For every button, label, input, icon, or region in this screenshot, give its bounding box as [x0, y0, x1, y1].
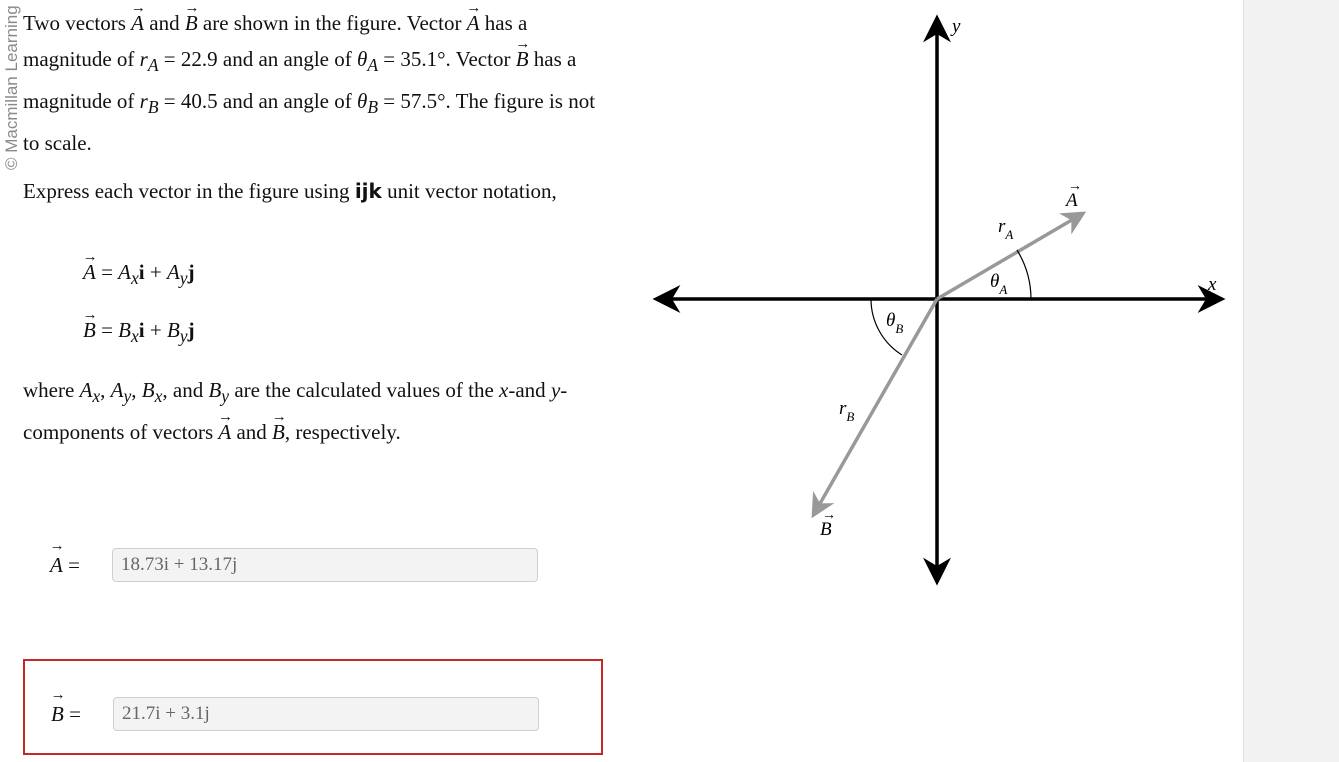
text-segment: are the calculated values of the: [229, 378, 500, 402]
vector-b-symbol: → B: [51, 702, 64, 727]
text-segment: has a magnitude of: [23, 11, 528, 71]
component-symbol: B: [208, 378, 222, 402]
unit-j: j: [187, 318, 195, 342]
unit-j: j: [187, 260, 195, 284]
equals-sign: =: [158, 47, 181, 71]
component-symbol: A: [118, 260, 131, 284]
subscript-y: y: [179, 268, 188, 289]
text-segment: -components of vectors: [23, 378, 568, 445]
equals-sign: =: [63, 701, 81, 726]
y-axis-label: y: [952, 16, 961, 37]
equation-b: [83, 308, 195, 366]
vector-b-arrow: [814, 299, 937, 514]
angle-a-label: $\theta_A$: [990, 271, 1008, 297]
equals-sign: =: [378, 89, 401, 114]
angle-subscript: B: [367, 97, 379, 118]
subscript-x: x: [154, 386, 163, 407]
magnitude-subscript: A: [147, 55, 159, 76]
vector-b-symbol: → B: [185, 5, 198, 41]
text-segment: Two vectors: [23, 11, 132, 35]
component-symbol: A: [110, 378, 124, 402]
vector-a-symbol: → A: [83, 250, 96, 294]
vector-a-symbol: → A: [131, 5, 144, 41]
text-segment: , respectively.: [284, 420, 401, 445]
angle-b-label: $\theta_B$: [886, 310, 904, 336]
component-symbol: A: [166, 260, 180, 284]
text-segment: ,: [131, 378, 142, 402]
vector-a-symbol: → A: [467, 5, 480, 41]
vector-b-symbol: → B: [83, 308, 96, 352]
equals-sign: =: [62, 552, 80, 577]
magnitude-symbol: r: [139, 89, 148, 114]
angle-symbol: θ: [357, 47, 368, 71]
component-equations: [83, 250, 195, 366]
text-segment: are shown in the figure. Vector: [197, 11, 467, 35]
x-axis-label: x: [1208, 274, 1217, 295]
angle-subscript: A: [367, 55, 379, 76]
equals-sign: =: [95, 260, 119, 284]
text-segment: and: [144, 11, 185, 35]
component-symbol: A: [79, 378, 93, 402]
subscript-x: x: [131, 268, 139, 289]
answer-b-label: [51, 702, 113, 727]
unit-i: i: [138, 260, 145, 284]
x-variable: x: [499, 378, 509, 402]
plus-sign: +: [144, 318, 167, 342]
component-symbol: B: [166, 318, 180, 342]
angle-a-value: 35.1°: [400, 47, 446, 71]
text-segment: . Vector: [445, 47, 516, 71]
magnitude-subscript: B: [147, 97, 159, 118]
answer-a-input[interactable]: 18.73i + 13.17j: [112, 548, 538, 582]
problem-paragraph-1: [23, 5, 613, 161]
subscript-x: x: [131, 326, 139, 347]
vector-b-symbol: → B: [272, 414, 285, 450]
equals-sign: =: [95, 318, 119, 342]
text-segment: , and: [162, 378, 209, 402]
vector-a-label-arrow: →: [1068, 179, 1082, 194]
where-paragraph: [23, 372, 613, 450]
right-side-panel: [1243, 0, 1339, 762]
magnitude-a-label: $r_A$: [998, 216, 1014, 242]
equation-a: [83, 250, 195, 308]
component-symbol: B: [141, 378, 155, 402]
unit-i: i: [138, 318, 145, 342]
problem-paragraph-2: [23, 173, 613, 209]
text-segment: where: [23, 378, 80, 402]
angle-symbol: θ: [357, 89, 368, 114]
answer-row-b: [51, 697, 539, 731]
text-segment: and an angle of: [217, 89, 357, 114]
vector-a-symbol: → A: [218, 414, 231, 450]
vector-b-symbol: → B: [516, 41, 529, 77]
text-segment: unit vector notation,: [381, 179, 557, 204]
text-segment: and an angle of: [217, 47, 357, 71]
equals-sign: =: [158, 89, 181, 114]
answer-b-input[interactable]: 21.7i + 3.1j: [113, 697, 539, 731]
magnitude-symbol: r: [139, 47, 148, 71]
text-segment: -and: [508, 378, 551, 402]
subscript-y: y: [179, 326, 188, 347]
vector-a-symbol: → A: [50, 553, 63, 578]
vector-figure: [640, 0, 1240, 600]
text-segment: Express each vector in the figure using: [23, 179, 355, 204]
problem-statement: [23, 5, 613, 209]
text-segment: . The figure is not to scale.: [23, 89, 596, 156]
vector-b-label: B: [820, 519, 832, 540]
plus-sign: +: [144, 260, 167, 284]
angle-a-arc: [1017, 250, 1031, 299]
y-variable: y: [550, 378, 561, 402]
equals-sign: =: [378, 47, 401, 71]
angle-b-value: 57.5°: [400, 89, 446, 114]
watermark: © Macmillan Learning: [2, 5, 21, 170]
vector-b-label-arrow: →: [822, 508, 836, 523]
subscript-y: y: [123, 386, 132, 407]
vector-a-label: A: [1066, 190, 1078, 211]
answer-a-label: [50, 553, 112, 578]
magnitude-b-label: $r_B$: [839, 398, 855, 424]
text-segment: ,: [100, 378, 111, 402]
text-segment: has a magnitude of: [23, 47, 577, 114]
magnitude-a-value: 22.9: [180, 47, 218, 71]
subscript-y: y: [221, 386, 230, 407]
subscript-x: x: [92, 386, 101, 407]
component-symbol: B: [118, 318, 131, 342]
answer-row-a: [50, 548, 538, 582]
magnitude-b-value: 40.5: [180, 89, 218, 114]
ijk-notation: ijk: [354, 179, 382, 204]
text-segment: and: [231, 420, 273, 445]
